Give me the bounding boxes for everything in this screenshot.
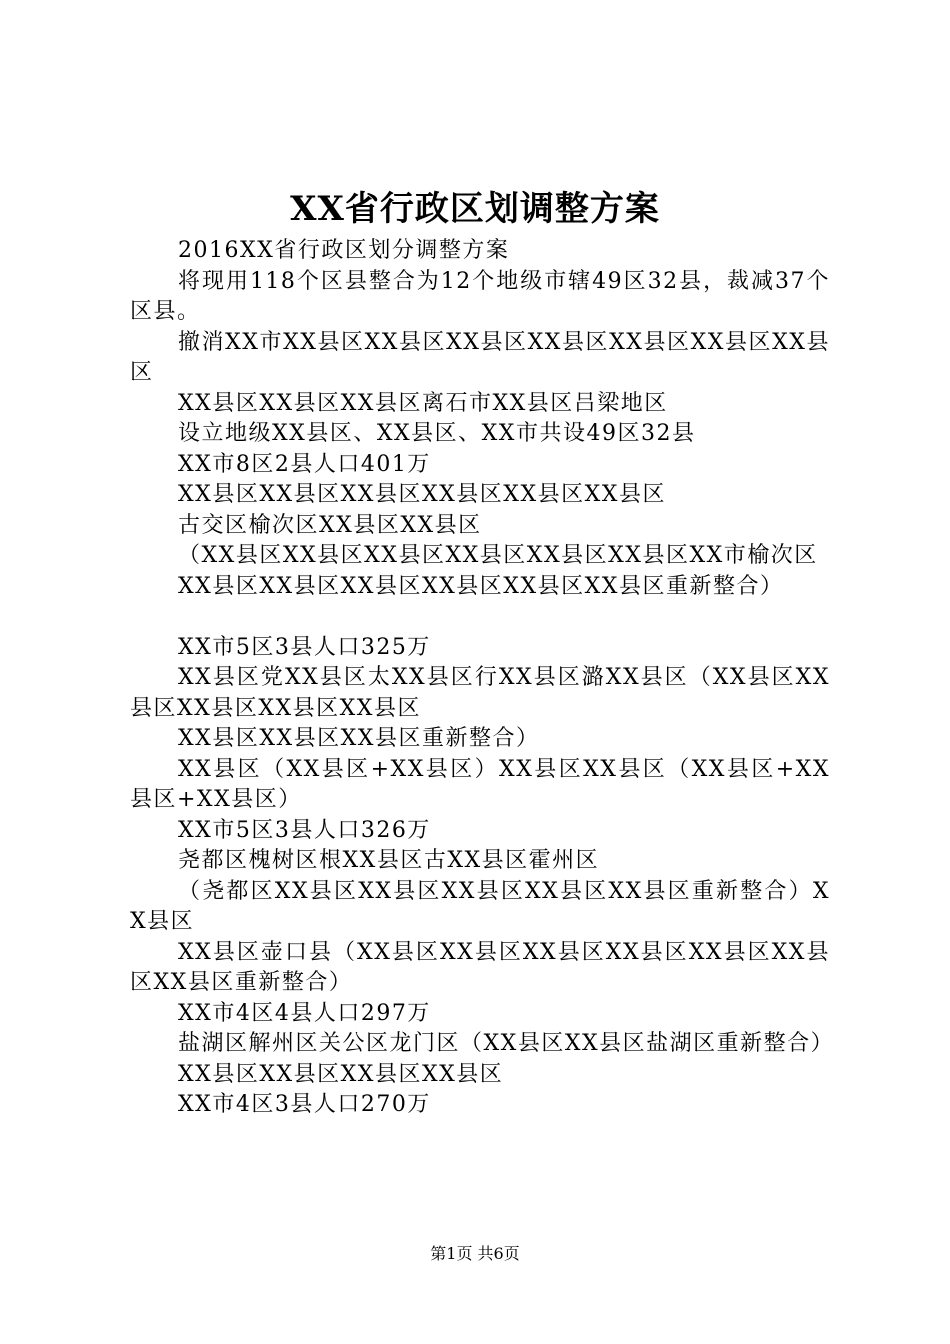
paragraph: 设立地级XX县区、XX县区、XX市共设49区32县 <box>178 421 696 446</box>
paragraph: 将现用118个区县整合为12个地级市辖49区32县，裁减37个区县。 <box>130 268 830 324</box>
paragraph: XX县区XX县区XX县区XX县区XX县区XX县区重新整合） <box>178 573 784 599</box>
paragraph: （尧都区XX县区XX县区XX县区XX县区XX县区重新整合）XX县区 <box>130 878 830 934</box>
paragraph: XX县区党XX县区太XX县区行XX县区潞XX县区（XX县区XX县区XX县区XX县区XX县区 <box>130 665 830 721</box>
paragraph: XX县区壶口县（XX县区XX县区XX县区XX县区XX县区XX县区XX县区重新整合） <box>130 939 830 995</box>
page-footer: 第1页 共6页 <box>430 1244 520 1263</box>
paragraph: （XX县区XX县区XX县区XX县区XX县区XX县区XX市榆次区 <box>178 543 818 568</box>
paragraph: XX市5区3县人口325万 <box>178 634 431 660</box>
paragraph: 尧都区槐树区根XX县区古XX县区霍州区 <box>178 848 600 873</box>
paragraph: XX县区XX县区XX县区离石市XX县区吕梁地区 <box>178 390 668 416</box>
paragraph: XX县区XX县区XX县区重新整合） <box>178 726 540 751</box>
blank-line <box>130 602 830 633</box>
paragraph: 2016XX省行政区划分调整方案 <box>178 238 510 263</box>
document-body <box>130 236 835 1121</box>
paragraph: 盐湖区解州区关公区龙门区（XX县区XX县区盐湖区重新整合） <box>178 1031 835 1056</box>
paragraph: XX市8区2县人口401万 <box>178 451 431 477</box>
paragraph: XX县区（XX县区+XX县区）XX县区XX县区（XX县区+XX县区+XX县区） <box>130 756 830 812</box>
paragraph: XX市5区3县人口326万 <box>178 817 431 843</box>
paragraph: XX市4区4县人口297万 <box>178 1000 431 1026</box>
paragraph: 撤消XX市XX县区XX县区XX县区XX县区XX县区XX县区XX县区 <box>130 329 830 385</box>
document-title: XX省行政区划调整方案 <box>290 189 660 229</box>
paragraph: XX县区XX县区XX县区XX县区 <box>178 1061 504 1087</box>
paragraph: XX市4区3县人口270万 <box>178 1092 431 1117</box>
paragraph: 古交区榆次区XX县区XX县区 <box>178 512 482 538</box>
paragraph: XX县区XX县区XX县区XX县区XX县区XX县区 <box>178 482 666 507</box>
